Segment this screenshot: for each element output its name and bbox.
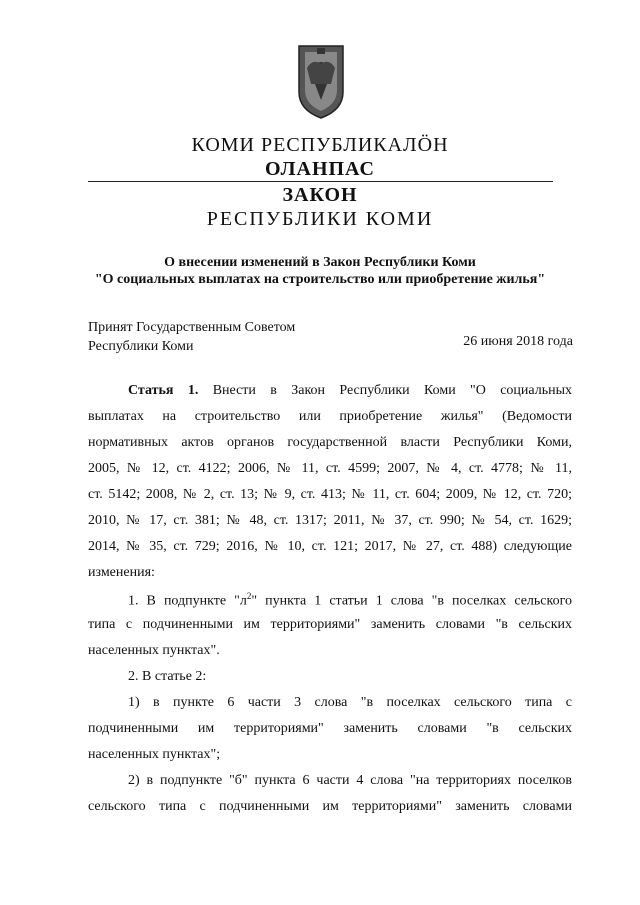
article-1-line-1 xyxy=(128,383,572,399)
header-divider xyxy=(88,181,553,182)
adoption-line1: Принят Государственным Советом xyxy=(88,320,296,335)
article-1-line-4: 2005, № 12, ст. 4122; 2006, № 11, ст. 4599; 2007, № 4, ст. 4778; № 11, xyxy=(88,461,572,476)
header-republic-komi: КОМИ РЕСПУБЛИКАЛӦН xyxy=(191,134,449,156)
law-title-line2: "О социальных выплатах на строительство или приобретение жилья" xyxy=(94,272,546,287)
article-1-line-5: ст. 5142; 2008, № 2, ст. 13; № 9, ст. 413; № 11, ст. 604; 2009, № 12, ст. 720; xyxy=(88,487,572,502)
item-1-text-a: 1. В подпункте "л xyxy=(128,593,247,609)
subitem-1-line-2: подчиненными им территориями" заменить словами "в сельских xyxy=(88,721,572,736)
header-republic-ru: РЕСПУБЛИКИ КОМИ xyxy=(206,208,434,230)
item-2-line-1: 2. В статье 2: xyxy=(128,669,207,684)
adoption-line2: Республики Коми xyxy=(88,339,194,354)
article-1-line-6: 2010, № 17, ст. 381; № 48, ст. 1317; 2011, № 37, ст. 990; № 54, ст. 1629; xyxy=(88,513,572,528)
article-1-line-2: выплатах на строительство или приобретение жилья" (Ведомости xyxy=(88,409,572,424)
law-title-line1: О внесении изменений в Закон Республики Коми xyxy=(164,255,476,270)
item-1-text-b: " пункта 1 статьи 1 слова "в поселках сельского xyxy=(251,593,572,609)
subitem-2-line-1: 2) в подпункте "б" пункта 6 части 4 слова "на территориях поселков xyxy=(128,773,572,788)
subitem-2-line-2: сельского типа с подчиненными им территориями" заменить словами xyxy=(88,799,572,814)
adoption-date: 26 июня 2018 года xyxy=(463,334,573,349)
article-1-line-7: 2014, № 35, ст. 729; 2016, № 10, ст. 121; 2017, № 27, ст. 488) следующие xyxy=(88,539,572,554)
item-1-line-3: населенных пунктах". xyxy=(88,643,220,658)
subitem-1-line-3: населенных пунктах"; xyxy=(88,747,221,762)
subitem-1-line-1: 1) в пункте 6 части 3 слова "в поселках сельского типа с xyxy=(128,695,572,710)
article-1-line-3: нормативных актов органов государственной власти Республики Коми, xyxy=(88,435,572,450)
item-1-line-1 xyxy=(128,591,572,610)
coat-of-arms-emblem xyxy=(295,40,347,120)
article-1-line-8: изменения: xyxy=(88,565,155,580)
item-1-superscript: 2 xyxy=(246,591,252,601)
article-label: Статья 1. xyxy=(128,383,199,398)
header-law: ЗАКОН xyxy=(282,184,358,206)
item-1-line-2: типа с подчиненными им территориями" заменить словами "в сельских xyxy=(88,617,572,632)
header-olanpas: ОЛАНПАС xyxy=(265,158,375,180)
article-1-text: Внести в Закон Республики Коми "О социальных xyxy=(212,383,573,398)
